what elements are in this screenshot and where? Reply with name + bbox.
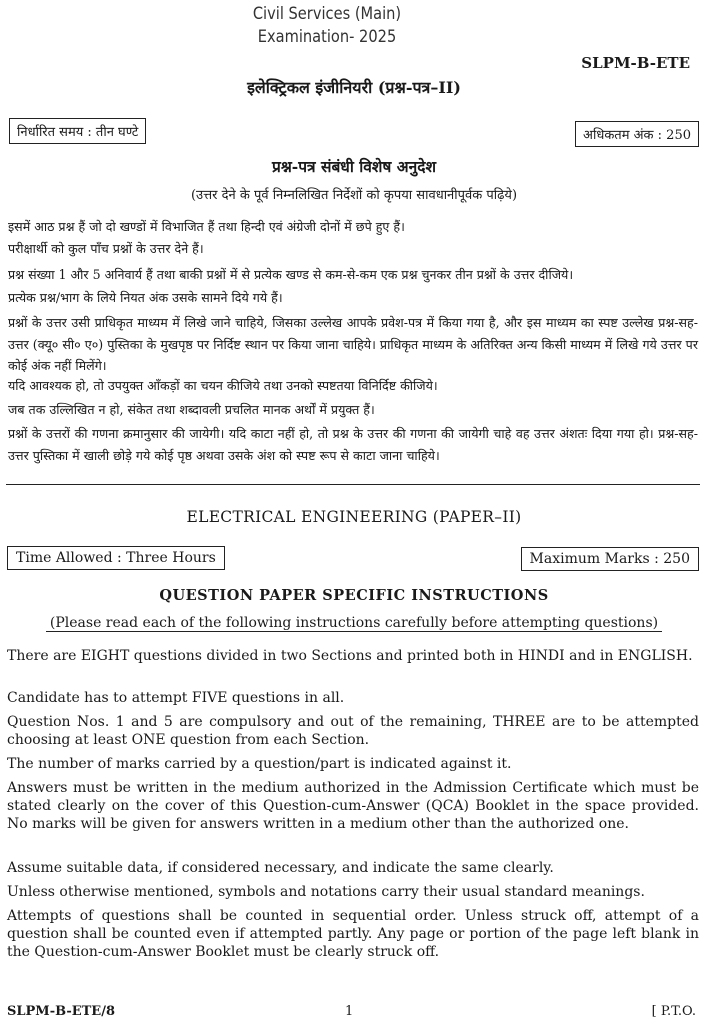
please-turn-over: [ P.T.O. — [651, 1004, 696, 1019]
paper-code: SLPM-B-ETE — [581, 54, 690, 72]
hindi-instruction-8: प्रश्नों के उत्तरों की गणना क्रमानुसार की जायेगी। यदि काटा नहीं हो, तो प्रश्न के उत्तर की गणना की जायेगी चाहे वह उत्तर अंशतः दिया गया हो। प्रश्न-सह-उत्तर पुस्तिका में खाली छोड़े गये कोई पृष्ठ अथवा उसके अंश को स्पष्ट रूप से काटा जाना चाहिये। — [8, 426, 698, 463]
section-divider — [6, 484, 700, 485]
hindi-instruction-3: प्रश्न संख्या 1 और 5 अनिवार्य हैं तथा बाकी प्रश्नों में से प्रत्येक खण्ड से कम-से-कम एक प्रश्न चुनकर तीन प्रश्नों के उत्तर दीजिये। — [8, 267, 574, 282]
hindi-instruction-2: परीक्षार्थी को कुल पाँच प्रश्नों के उत्तर देने हैं। — [8, 241, 204, 256]
hindi-instruction-6: यदि आवश्यक हो, तो उपयुक्त आँकड़ों का चयन कीजिये तथा उनको स्पष्टतया विनिर्दिष्ट कीजिये। — [8, 378, 438, 393]
english-instruction-2: Candidate has to attempt FIVE questions in all. — [7, 690, 345, 706]
exam-name-line-1: Civil Services (Main) — [252, 4, 402, 24]
english-maximum-marks-box: Maximum Marks : 250 — [521, 547, 699, 571]
hindi-instructions-heading: प्रश्न-पत्र संबंधी विशेष अनुदेश — [272, 157, 436, 176]
english-instruction-4: The number of marks carried by a question/part is indicated against it. — [7, 756, 512, 772]
english-instruction-5: Answers must be written in the medium authorized in the Admission Certificate which must be stated clearly on the cover of this Question-cum-Answer (QCA) Booklet in the space provided. No marks will be given for answers written in a medium other than the authorized one. — [7, 780, 699, 832]
english-paper-title: ELECTRICAL ENGINEERING (PAPER–II) — [186, 508, 522, 526]
hindi-instruction-5: प्रश्नों के उत्तर उसी प्राधिकृत माध्यम में लिखे जाने चाहिये, जिसका उल्लेख आपके प्रवेश-पत्र में किया गया है, और इस माध्यम का स्पष्ट उल्लेख प्रश्न-सह-उत्तर (क्यू० सी० ए०) पुस्तिका के मुखपृष्ठ पर निर्दिष्ट स्थान पर किया जाना चाहिये। प्राधिकृत माध्यम के अतिरिक्त अन्य किसी माध्यम में लिखे गये उत्तर पर कोई अंक नहीं मिलेंगे। — [8, 315, 698, 373]
hindi-maximum-marks-box: अधिकतम अंक : 250 — [575, 121, 699, 147]
english-instructions-heading: QUESTION PAPER SPECIFIC INSTRUCTIONS — [159, 587, 549, 604]
english-instruction-6: Assume suitable data, if considered necessary, and indicate the same clearly. — [7, 860, 554, 876]
english-instruction-7: Unless otherwise mentioned, symbols and notations carry their usual standard meanings. — [7, 884, 645, 900]
hindi-paper-title: इलेक्ट्रिकल इंजीनियरी (प्रश्न-पत्र–II) — [247, 78, 461, 97]
hindi-instruction-7: जब तक उल्लिखित न हो, संकेत तथा शब्दावली प्रचलित मानक अर्थों में प्रयुक्त हैं। — [8, 402, 375, 417]
hindi-instruction-1: इसमें आठ प्रश्न हैं जो दो खण्डों में विभाजित हैं तथा हिन्दी एवं अंग्रेजी दोनों में छपे हुए हैं। — [8, 219, 405, 234]
exam-name-line-2: Examination- 2025 — [257, 27, 397, 47]
hindi-instruction-4: प्रत्येक प्रश्न/भाग के लिये नियत अंक उसके सामने दिये गये हैं। — [8, 290, 283, 305]
english-time-allowed-box: Time Allowed : Three Hours — [7, 546, 225, 570]
page-number: 1 — [345, 1004, 354, 1019]
hindi-instructions-note: (उत्तर देने के पूर्व निम्नलिखित निर्देशों को कृपया सावधानीपूर्वक पढ़िये) — [190, 188, 518, 203]
english-instructions-note-text: (Please read each of the following instructions carefully before attempting questions) — [46, 615, 662, 632]
english-instruction-3: Question Nos. 1 and 5 are compulsory and out of the remaining, THREE are to be attempted choosing at least ONE question from each Section. — [7, 714, 699, 748]
english-instruction-1: There are EIGHT questions divided in two Sections and printed both in HINDI and in ENGLISH. — [7, 648, 693, 664]
english-instructions-note — [0, 615, 708, 631]
footer-paper-code: SLPM-B-ETE/8 — [7, 1004, 115, 1019]
english-instruction-8: Attempts of questions shall be counted in sequential order. Unless struck off, attempt of a question shall be counted even if attempted partly. Any page or portion of the page left blank in the Question-cum-Answer Booklet must be clearly struck off. — [7, 908, 699, 960]
hindi-time-allowed-box: निर्धारित समय : तीन घण्टे — [9, 118, 146, 144]
